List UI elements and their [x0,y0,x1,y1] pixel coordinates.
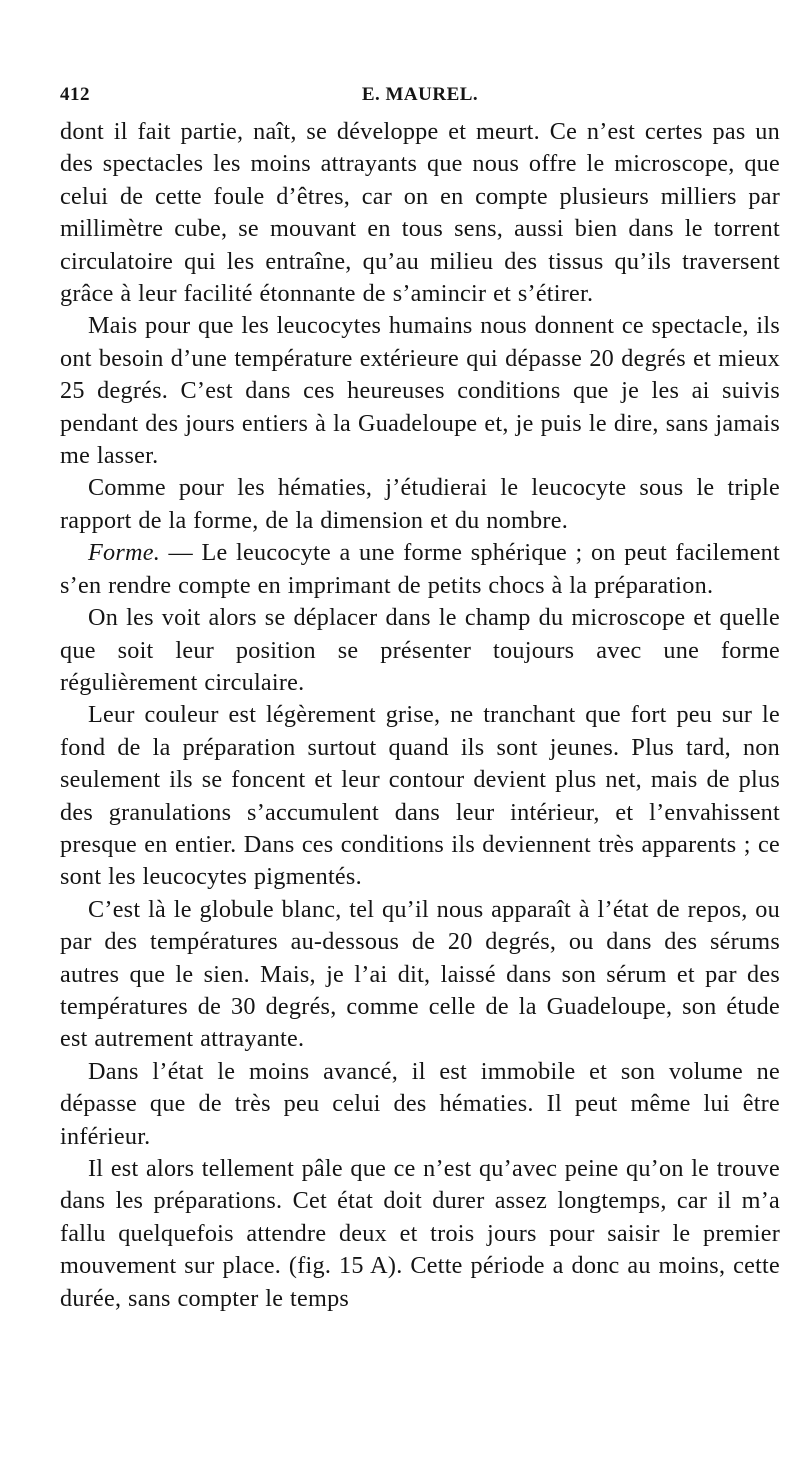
paragraph [60,1153,780,1315]
paragraph-text: Dans l’état le moins avancé, il est immobile et son volume ne dépasse que de très peu celui des hématies. Il peut même lui être inférieur. [60,1057,780,1150]
paragraph [60,602,780,699]
running-head [60,84,780,114]
paragraph-text: C’est là le globule blanc, tel qu’il nous apparaît à l’état de repos, ou par des températures au-dessous de 20 degrés, ou dans des sérums autres que le sien. Mais, je l’ai dit, laissé dans son sérum et par des températures de 30 degrés, comme celle de la Guadeloupe, son étude est autrement attrayante. [60,895,780,1053]
paragraph-text: Mais pour que les leucocytes humains nous donnent ce spectacle, ils ont besoin d’une température extérieure qui dépasse 20 degrés et mieux 25 degrés. C’est dans ces heureuses conditions que je les ai suivis pendant des jours entiers à la Guadeloupe et, je puis le dire, sans jamais me lasser. [60,312,780,470]
page-number: 412 [60,84,90,105]
paragraph [60,699,780,893]
paragraph-forme [60,537,780,602]
paragraph [60,894,780,1056]
paragraph [60,1056,780,1153]
paragraph [60,310,780,472]
paragraph-text: Comme pour les hématies, j’étudierai le leucocyte sous le triple rapport de la forme, de la dimension et du nombre. [60,474,780,534]
paragraph-text: — Le leucocyte a une forme sphérique ; on peut facilement s’en rendre compte en imprimant de petits chocs à la préparation. [60,539,780,599]
paragraph-text: dont il fait partie, naît, se développe et meurt. Ce n’est certes pas un des spectacles les moins attrayants que nous offre le microscope, que celui de cette foule d’êtres, car on en compte plusieurs milliers par millimètre cube, se mouvant en tous sens, aussi bien dans le torrent circulatoire qui les entraîne, qu’au milieu des tissus qu’ils traversent grâce à leur facilité étonnante de s’amincir et s’étirer. [60,118,780,308]
section-lead-forme: Forme. [88,539,161,567]
paragraph-text: On les voit alors se déplacer dans le champ du microscope et quelle que soit leur position se présenter toujours avec une forme régulièrement circulaire. [60,604,780,696]
paragraph-text: Leur couleur est légèrement grise, ne tranchant que fort peu sur le fond de la préparation surtout quand ils sont jeunes. Plus tard, non seulement ils se foncent et leur contour devient plus net, mais de plus des granulations s’accumulent dans leur intérieur, et l’envahissent presque en entier. Dans ces conditions ils deviennent très apparents ; ce sont les leucocytes pigmentés. [60,701,780,891]
body-text [60,116,780,1315]
paragraph-continued [60,116,780,310]
running-title: E. MAUREL. [361,84,479,105]
paragraph [60,472,780,537]
paragraph-text: Il est alors tellement pâle que ce n’est qu’avec peine qu’on le trouve dans les préparations. Cet état doit durer assez longtemps, car il m’a fallu quelquefois attendre deux et trois jours pour saisir le premier mouvement sur place. (fig. 15 A). Cette période a donc au moins, cette durée, sans compter le temps [60,1155,780,1312]
